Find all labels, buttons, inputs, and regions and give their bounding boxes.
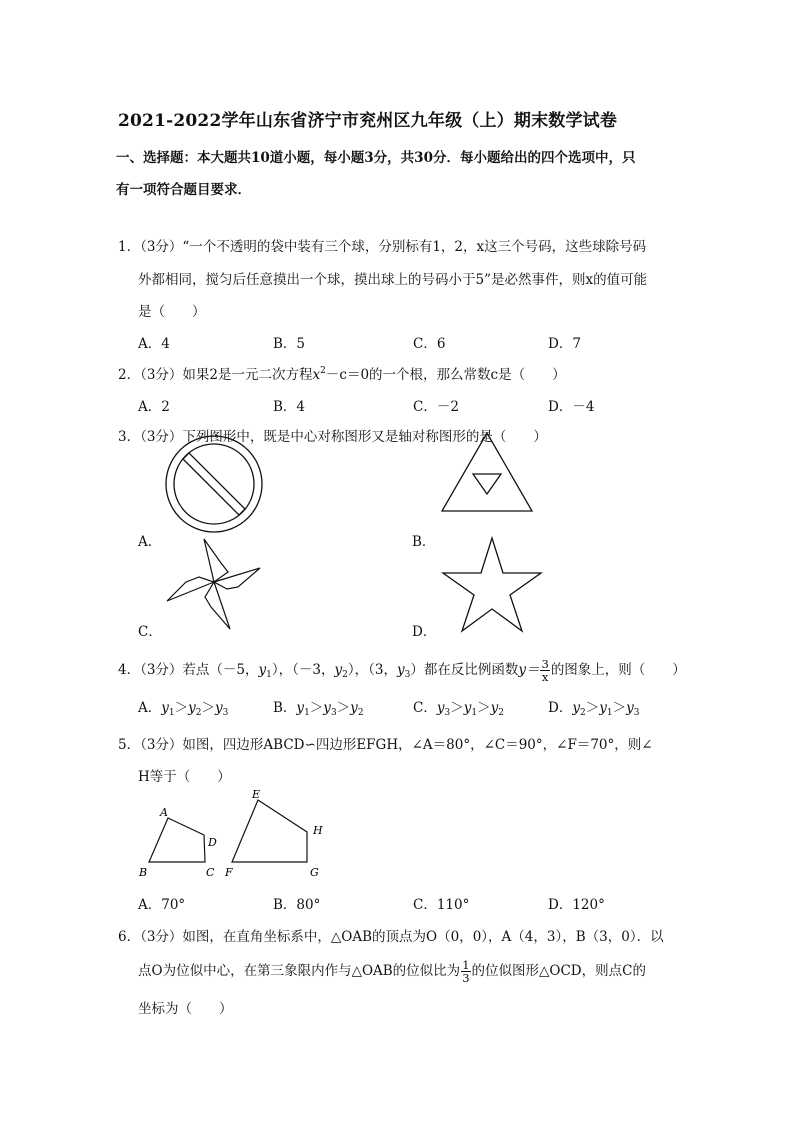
q4-y2: y [334, 662, 343, 678]
q6-frac-den: 3 [462, 971, 470, 985]
q4-mid2: ），（3， [347, 662, 397, 678]
q2-option-d: D．－4 [548, 399, 595, 415]
q3-label-b: B． [412, 534, 436, 550]
q6-frac-num: 1 [462, 958, 470, 972]
q3-figure-c-pinwheel [164, 535, 264, 633]
q4-frac-num: 3 [541, 657, 549, 671]
q4-y2-sub: 2 [342, 670, 348, 680]
page-title: 2021-2022学年山东省济宁市兖州区九年级（上）期末数学试卷 [118, 111, 618, 131]
q2-option-a: A．2 [138, 399, 170, 415]
q3-label-d: D． [412, 624, 437, 640]
q6-line1: 6．（3分）如图，在直角坐标系中，△OAB的顶点为O（0，0），A（4，3），B（3，0）．以 [118, 929, 664, 945]
q4-y3: y [396, 662, 405, 678]
q1-option-b: B．5 [273, 336, 306, 352]
label-a: A [160, 806, 168, 819]
q4-suffix: 的图象上，则（ ） [550, 662, 686, 678]
q6-fraction [461, 959, 470, 984]
q5-option-a: A．70° [138, 897, 186, 913]
q6-line3: 坐标为（ ） [138, 1001, 233, 1017]
q4-mid3: ）都在反比例函数 [410, 662, 519, 678]
q4-option-b: B．$y_1>y_3>y_2$ [273, 700, 364, 718]
q5-line2: H等于（ ） [138, 769, 231, 785]
label-d: D [208, 836, 217, 849]
q6-line2-a: 点O为位似中心，在第三象限内作与△OAB的位似比为 [138, 963, 461, 979]
q1-line1: 1．（3分）“一个不透明的袋中装有三个球，分别标有1，2，x这三个号码，这些球除号码 [118, 239, 647, 255]
label-c: C [206, 866, 215, 879]
q5-option-d: D．120° [548, 897, 605, 913]
q4-y1-sub: 1 [266, 670, 272, 680]
q4-fraction [540, 658, 549, 683]
label-g: G [310, 866, 319, 879]
q2-option-c: C．－2 [413, 399, 459, 415]
q5-figure-quadrilaterals [136, 788, 336, 884]
q4-y3-sub: 3 [404, 670, 411, 680]
q1-option-a: A．4 [138, 336, 170, 352]
q2-rest: －c＝0的一个根，那么常数c是（ ） [325, 367, 566, 383]
q3-figure-a-prohibition-sign [164, 434, 264, 534]
q4-func-var: y＝ [518, 662, 540, 678]
q6-line2-b: 的位似图形△OCD，则点C的 [471, 963, 646, 979]
q5-option-b: B．80° [273, 897, 321, 913]
q3-figure-b-triangle [440, 431, 534, 513]
q2-line [118, 363, 566, 383]
q4-prefix: 4．（3分）若点（－5， [118, 662, 259, 678]
q2-prefix: 2．（3分）如果2是一元二次方程 [118, 367, 313, 383]
q4-option-c: C．$y_3>y_1>y_2$ [413, 700, 504, 718]
q3-label-c: C． [138, 624, 162, 640]
section-heading-line1: 一、选择题：本大题共10道小题，每小题3分，共30分．每小题给出的四个选项中，只 [116, 150, 636, 166]
q5-option-c: C．110° [413, 897, 470, 913]
section-heading-line2: 有一项符合题目要求． [116, 182, 251, 198]
label-e: E [252, 788, 261, 801]
q4-line [118, 658, 686, 683]
q1-line2: 外都相同，搅匀后任意摸出一个球，摸出球上的号码小于5”是必然事件，则x的值可能 [138, 272, 648, 288]
q2-option-b: B．4 [273, 399, 306, 415]
q3-line1: 3．（3分）下列图形中，既是中心对称图形又是轴对称图形的是（ ） [118, 429, 547, 445]
q1-option-d: D．7 [548, 336, 581, 352]
q4-option-a: A．$y_1>y_2>y_3$ [138, 700, 229, 718]
label-f: F [225, 866, 233, 879]
label-b: B [139, 866, 148, 879]
q3-label-a: A． [138, 534, 162, 550]
q4-frac-den: x [541, 670, 549, 684]
q1-option-c: C．6 [413, 336, 446, 352]
q4-mid1: ），（－3， [271, 662, 335, 678]
q2-exponent: 2 [320, 366, 326, 376]
q4-option-d: D．$y_2>y_1>y_3$ [548, 700, 640, 718]
label-h: H [313, 824, 323, 837]
q3-figure-d-star [440, 535, 544, 633]
q6-line2 [138, 959, 646, 984]
q4-y1: y [258, 662, 267, 678]
q2-var: x [312, 367, 321, 383]
q1-line3: 是（ ） [138, 304, 206, 320]
q5-line1: 5．（3分）如图，四边形ABCD∽四边形EFGH，∠A＝80°，∠C＝90°，∠F＝70°，则∠ [118, 737, 653, 753]
